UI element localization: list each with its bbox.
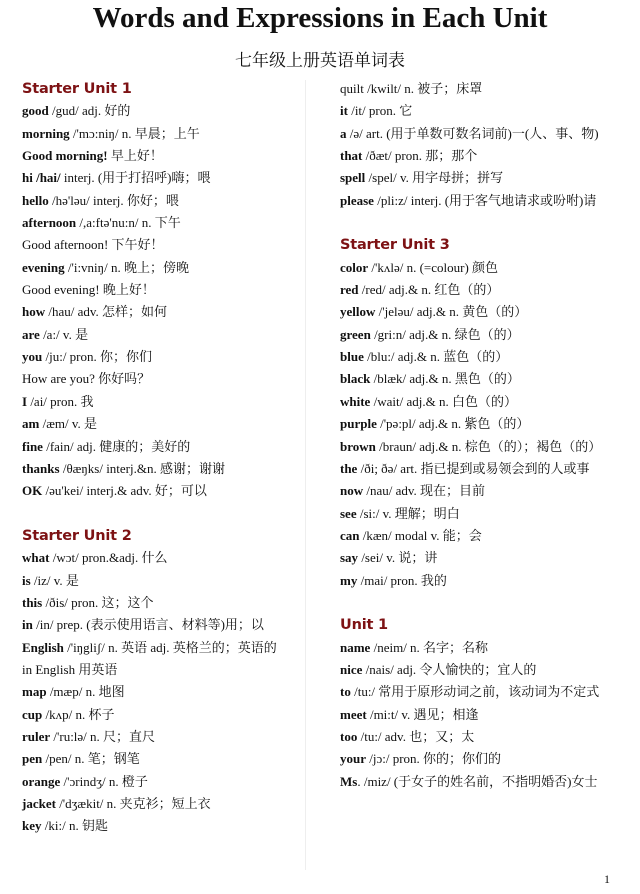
vocab-definition: 早上好！ (107, 148, 163, 164)
vocab-definition: /iz/ v. 是 (30, 572, 79, 588)
vocab-word: color (340, 259, 369, 275)
vocab-word: evening (22, 259, 65, 275)
vocab-word: purple (340, 416, 377, 432)
page-title: Words and Expressions in Each Unit (92, 2, 548, 34)
vocab-definition: /'jeləu/ adj.& n. 黄色（的） (375, 304, 528, 320)
vocab-word: morning (22, 125, 70, 141)
vocab-entry (22, 234, 294, 256)
vocab-definition: /θæŋks/ interj.&n. 感谢；谢谢 (59, 460, 225, 476)
vocab-definition: How are you? 你好吗？ (22, 371, 151, 387)
vocab-entry (22, 436, 294, 458)
unit-header: Starter Unit 1 (22, 81, 132, 97)
vocab-word: Good morning! (22, 148, 108, 164)
vocab-entry (340, 368, 628, 390)
vocab-definition: /mi:t/ v. 遇见；相逢 (366, 706, 479, 722)
vocab-definition: /'ru:lə/ n. 尺；直尺 (50, 728, 156, 744)
vocab-definition: /'pə:pl/ adj.& n. 紫色（的） (376, 416, 530, 432)
vocab-definition: /ju:/ pron. 你；你们 (42, 349, 153, 365)
vocab-word: this (22, 594, 43, 610)
vocab-word: it (340, 103, 348, 119)
unit-section (340, 78, 628, 212)
vocab-entry (22, 279, 294, 301)
vocab-entry (340, 190, 628, 212)
vocab-entry (340, 145, 628, 167)
vocab-entry (340, 436, 628, 458)
vocab-entry (340, 391, 628, 413)
unit-section (22, 525, 294, 838)
unit-section (340, 614, 628, 793)
vocab-definition: /spel/ v. 用字母拼；拼写 (365, 170, 504, 186)
vocab-definition: /'iŋgliʃ/ n. 英语 adj. 英格兰的；英语的 (63, 639, 277, 655)
vocab-word: cup (22, 706, 43, 722)
vocab-definition: /kʌp/ n. 杯子 (42, 706, 115, 722)
vocab-definition: /fain/ adj. 健康的；美好的 (42, 438, 191, 454)
vocab-definition: /in/ prep. (表示使用语言、材料等)用；以 (32, 617, 264, 633)
vocab-definition: /mæp/ n. 地图 (46, 684, 125, 700)
vocab-word: the (340, 460, 358, 476)
vocab-word: hello (22, 192, 49, 208)
page-number: 1 (604, 872, 610, 886)
vocab-definition: /pen/ n. 笔；钢笔 (42, 751, 140, 767)
vocab-word: a (340, 125, 347, 141)
vocab-entry (22, 681, 294, 703)
vocab-entry (340, 637, 628, 659)
vocab-definition: /a:/ v. 是 (39, 326, 89, 342)
vocab-entry (340, 78, 628, 100)
column-divider (305, 80, 306, 870)
vocab-entry (340, 681, 628, 703)
vocab-definition: /'dʒækit/ n. 夹克衫；短上衣 (55, 796, 211, 811)
vocab-definition: /blu:/ adj.& n. 蓝色（的） (363, 349, 509, 365)
vocab-definition: /wait/ adj.& n. 白色（的） (370, 393, 517, 409)
unit-section (340, 234, 628, 592)
vocab-entry (22, 726, 294, 748)
vocab-word: thanks (22, 460, 60, 476)
vocab-definition: /tu:/ 常用于原形动词之前，该动词为不定式 (350, 684, 600, 700)
vocab-definition: Good afternoon! 下午好！ (22, 237, 164, 253)
vocab-word: black (340, 371, 371, 387)
vocab-word: orange (22, 773, 61, 789)
vocab-definition: /jɔ:/ pron. 你的；你们的 (366, 751, 502, 767)
vocab-definition: interj. (用于打招呼)嗨；喂 (60, 170, 211, 186)
page-subtitle: 七年级上册英语单词表 (235, 51, 405, 70)
vocab-definition: /pli:z/ interj. (用于客气地请求或吩咐)请 (373, 192, 597, 208)
vocab-entry (340, 771, 628, 793)
vocab-definition: . /miz/ (于女子的姓名前，不指明婚否)女士 (357, 773, 598, 789)
vocab-definition: quilt /kwilt/ n. 被子；床罩 (340, 81, 483, 96)
vocab-word: key (22, 818, 42, 834)
vocab-entry (340, 123, 628, 145)
vocab-entry (340, 279, 628, 301)
vocab-word: name (340, 639, 371, 655)
vocab-entry (22, 592, 294, 614)
vocab-definition: /ðis/ pron. 这；这个 (42, 594, 154, 610)
vocab-entry (22, 346, 294, 368)
vocab-entry (340, 503, 628, 525)
vocab-entry (22, 301, 294, 323)
vocab-entry (22, 547, 294, 569)
vocab-entry (22, 368, 294, 390)
vocab-definition: /neim/ n. 名字；名称 (370, 639, 489, 655)
vocab-word: yellow (340, 304, 376, 320)
vocab-word: green (340, 326, 371, 342)
vocab-entry (22, 413, 294, 435)
vocab-entry (22, 167, 294, 189)
vocab-word: your (340, 751, 366, 767)
vocab-entry (340, 100, 628, 122)
vocab-definition: /ði; ðə/ art. 指已提到或易领会到的人或事 (357, 460, 590, 476)
vocab-entry (340, 726, 628, 748)
vocab-definition: /kæn/ modal v. 能；会 (359, 527, 482, 543)
vocab-definition: /si:/ v. 理解；明白 (356, 505, 460, 521)
vocab-word: red (340, 282, 359, 298)
vocab-definition: /nau/ adv. 现在；目前 (363, 483, 486, 499)
vocab-word: please (340, 192, 374, 208)
vocab-word: I (22, 393, 28, 409)
vocab-word: afternoon (22, 215, 77, 231)
vocab-entry (340, 257, 628, 279)
vocab-entry (22, 614, 294, 636)
right-column (340, 78, 628, 815)
vocab-entry (22, 748, 294, 770)
vocab-word: can (340, 527, 360, 543)
vocab-word: nice (340, 661, 363, 677)
vocab-definition: /'i:vniŋ/ n. 晚上；傍晚 (64, 259, 189, 275)
vocab-entry (22, 100, 294, 122)
vocab-definition: /hə'ləu/ interj. 你好；喂 (48, 192, 179, 208)
vocab-entry (22, 815, 294, 837)
vocab-word: OK (22, 483, 43, 499)
vocab-entry (340, 748, 628, 770)
vocab-entry (340, 301, 628, 323)
vocab-entry (22, 145, 294, 167)
vocab-word: you (22, 349, 43, 365)
vocab-word: now (340, 483, 364, 499)
vocab-word: pen (22, 751, 43, 767)
vocab-definition: /ai/ pron. 我 (27, 393, 94, 409)
vocab-word: ruler (22, 728, 51, 744)
vocab-definition: /blæk/ adj.& n. 黑色（的） (370, 371, 520, 387)
vocab-word: that (340, 148, 363, 164)
vocab-word: too (340, 728, 358, 744)
vocab-definition: /ə/ art. (用于单数可数名词前)一(人、事、物) (346, 125, 599, 141)
vocab-word: to (340, 684, 351, 700)
vocab-definition: /gri:n/ adj.& n. 绿色（的） (370, 326, 520, 342)
vocab-entry (340, 547, 628, 569)
vocab-definition: /wɔt/ pron.&adj. 什么 (49, 550, 168, 566)
vocab-definition: Good evening! 晚上好！ (22, 282, 155, 298)
vocab-word: white (340, 393, 371, 409)
vocab-word: hi /hai/ (22, 170, 61, 186)
vocab-word: my (340, 572, 358, 588)
left-column (22, 78, 294, 860)
vocab-definition: /mai/ pron. 我的 (357, 572, 447, 588)
vocab-definition: /ðæt/ pron. 那；那个 (362, 148, 478, 164)
vocab-word: say (340, 550, 359, 566)
unit-header: Starter Unit 2 (22, 527, 132, 544)
vocab-definition: /tu:/ adv. 也；又；太 (357, 728, 475, 744)
vocab-word: English (22, 639, 64, 655)
vocab-word: blue (340, 349, 364, 365)
vocab-definition: /'kʌlə/ n. (=colour) 颜色 (368, 259, 499, 275)
vocab-definition: /braun/ adj.& n. 棕色（的）；褐色（的） (375, 438, 602, 454)
vocab-entry (22, 771, 294, 793)
vocab-entry (22, 637, 294, 659)
vocab-word: what (22, 550, 50, 566)
vocab-entry (22, 257, 294, 279)
vocab-entry (22, 123, 294, 145)
vocab-definition: /æm/ v. 是 (39, 416, 98, 432)
vocab-entry (22, 570, 294, 592)
vocab-entry (22, 212, 294, 234)
vocab-word: see (340, 505, 357, 521)
vocab-definition: /,a:ftə'nu:n/ n. 下午 (76, 215, 181, 231)
vocab-entry (22, 458, 294, 480)
vocab-entry (340, 570, 628, 592)
vocab-entry (340, 458, 628, 480)
vocab-word: fine (22, 438, 43, 454)
vocab-entry (340, 525, 628, 547)
vocab-definition: /gud/ adj. 好的 (48, 103, 131, 119)
vocab-word: spell (340, 170, 366, 186)
vocab-entry (340, 704, 628, 726)
vocab-entry (22, 190, 294, 212)
vocab-word: Ms (340, 773, 358, 789)
vocab-entry (340, 659, 628, 681)
vocab-entry (22, 704, 294, 726)
vocab-word: in (22, 617, 33, 633)
vocab-entry (22, 391, 294, 413)
vocab-entry (340, 324, 628, 346)
vocab-definition: /red/ adj.& n. 红色（的） (358, 282, 500, 298)
vocab-entry (22, 793, 294, 815)
vocab-word: how (22, 304, 46, 320)
vocab-definition: /ki:/ n. 钥匙 (41, 818, 108, 834)
vocab-definition: /'ɔrindʒ/ n. 橙子 (60, 773, 148, 789)
vocab-definition: /nais/ adj. 令人愉快的；宜人的 (362, 661, 537, 677)
unit-header: Unit 1 (340, 617, 388, 634)
vocab-word: good (22, 103, 49, 119)
vocab-entry (340, 167, 628, 189)
vocab-entry (22, 324, 294, 346)
vocab-definition: /əu'kei/ interj.& adv. 好；可以 (42, 483, 207, 499)
vocab-word: am (22, 416, 40, 432)
vocab-word: brown (340, 438, 376, 454)
vocab-definition: /sei/ v. 说；讲 (358, 550, 438, 566)
unit-header: Starter Unit 3 (340, 237, 450, 254)
vocab-word: meet (340, 706, 367, 722)
vocab-entry (22, 659, 294, 681)
vocab-word: map (22, 684, 47, 700)
vocab-definition: /'mɔ:niŋ/ n. 早晨；上午 (69, 125, 200, 141)
vocab-definition: /it/ pron. 它 (347, 103, 413, 119)
vocab-entry (340, 480, 628, 502)
vocab-word: is (22, 572, 31, 588)
vocab-entry (340, 346, 628, 368)
vocab-definition: /hau/ adv. 怎样；如何 (45, 304, 168, 320)
vocab-word: jacket (22, 796, 56, 811)
vocab-definition: in English 用英语 (22, 661, 118, 677)
vocab-word: are (22, 326, 40, 342)
vocab-entry (22, 480, 294, 502)
vocab-entry (340, 413, 628, 435)
unit-section (22, 78, 294, 503)
